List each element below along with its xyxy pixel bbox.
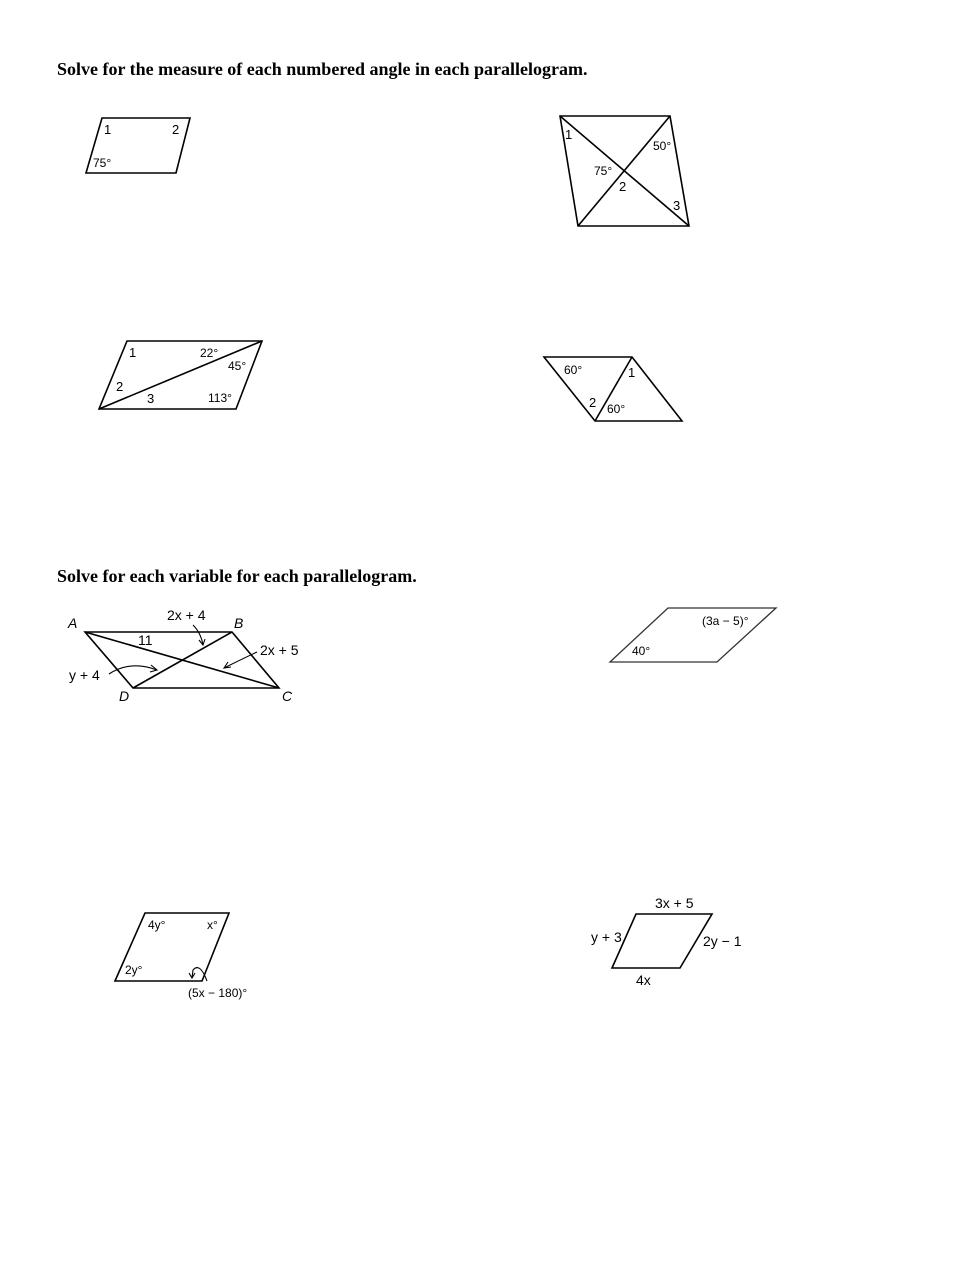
figure-6-given-40: 40° bbox=[632, 644, 651, 658]
figure-5-vertex-c: C bbox=[282, 688, 293, 704]
figure-3-given-113: 113° bbox=[208, 391, 232, 405]
figure-3-angle-3: 3 bbox=[147, 391, 155, 406]
figure-6-parallelogram bbox=[610, 608, 776, 662]
figure-4-angle-2: 2 bbox=[589, 395, 597, 410]
figure-3-given-45: 45° bbox=[228, 359, 247, 373]
figure-5-left-expression: y + 4 bbox=[69, 667, 100, 683]
figure-5-side-number: 11 bbox=[138, 632, 153, 648]
figure-1-angle-2: 2 bbox=[172, 122, 180, 137]
figure-8-parallelogram bbox=[591, 895, 742, 988]
figure-3-given-22: 22° bbox=[200, 346, 219, 360]
figure-2-angle-1: 1 bbox=[565, 127, 573, 142]
figure-2-diagonal-2 bbox=[578, 116, 670, 226]
figure-4-given-60-top: 60° bbox=[564, 363, 583, 377]
figure-5-arrow-right bbox=[224, 652, 257, 668]
figure-2-angle-2: 2 bbox=[619, 179, 627, 194]
figure-2-given-75: 75° bbox=[594, 164, 613, 178]
figure-5-arrow-top bbox=[193, 625, 203, 645]
figure-8-bottom-side: 4x bbox=[636, 972, 651, 988]
figure-5-right-expression: 2x + 5 bbox=[260, 642, 299, 658]
section-2-heading: Solve for each variable for each parallelogram. bbox=[57, 566, 417, 586]
figure-3-parallelogram bbox=[99, 341, 262, 409]
figure-5-arrow-left bbox=[109, 666, 157, 674]
figure-8-top-side: 3x + 5 bbox=[655, 895, 694, 911]
figure-7-angle-br: (5x − 180)° bbox=[188, 986, 248, 1000]
figure-1-parallelogram bbox=[86, 118, 190, 173]
figure-5-parallelogram bbox=[67, 607, 299, 704]
figure-4-given-60-bottom: 60° bbox=[607, 402, 626, 416]
figure-7-angle-tr: x° bbox=[207, 918, 218, 932]
figure-8-right-side: 2y − 1 bbox=[703, 933, 742, 949]
figure-4-angle-1: 1 bbox=[628, 365, 636, 380]
figure-7-angle-tl: 4y° bbox=[148, 918, 166, 932]
figure-5-top-expression: 2x + 4 bbox=[167, 607, 206, 623]
figure-2-angle-3: 3 bbox=[673, 198, 681, 213]
figure-5-vertex-b: B bbox=[234, 615, 244, 631]
figure-3-angle-1: 1 bbox=[129, 345, 137, 360]
figure-4-parallelogram bbox=[544, 357, 682, 421]
figure-5-vertex-d: D bbox=[119, 688, 130, 704]
figure-5-vertex-a: A bbox=[68, 615, 78, 631]
figure-1-angle-1: 1 bbox=[104, 122, 112, 137]
figure-2-given-50: 50° bbox=[653, 139, 672, 153]
figure-8-left-side: y + 3 bbox=[591, 929, 622, 945]
figure-6-angle-expression: (3a − 5)° bbox=[702, 614, 749, 628]
section-1-heading: Solve for the measure of each numbered angle in each parallelogram. bbox=[57, 59, 588, 79]
figure-8-outline bbox=[612, 914, 712, 968]
figure-3-angle-2: 2 bbox=[116, 379, 124, 394]
figure-7-angle-bl: 2y° bbox=[125, 963, 143, 977]
figure-7-parallelogram bbox=[115, 913, 247, 1000]
figure-2-parallelogram bbox=[560, 116, 689, 226]
figure-1-given-angle: 75° bbox=[93, 156, 112, 170]
